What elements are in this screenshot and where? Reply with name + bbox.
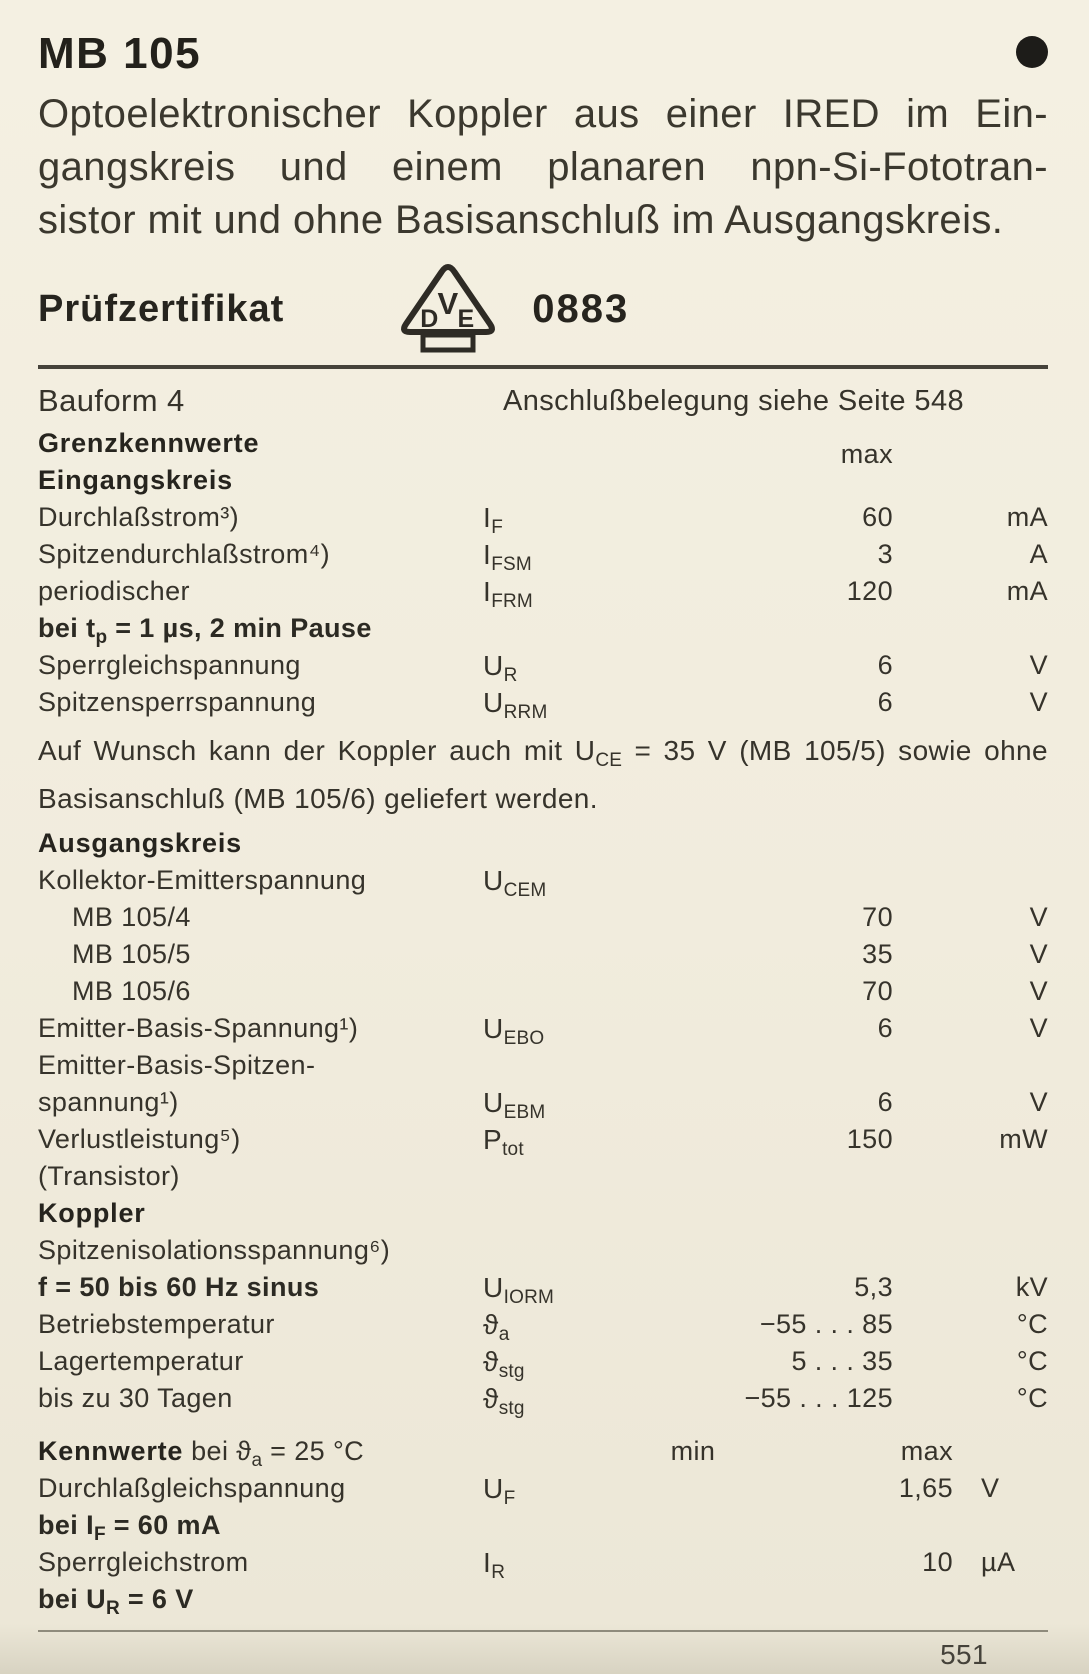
certificate-row [38,263,1048,355]
row-symbol [483,1269,613,1306]
pinout-note: Anschlußbelegung siehe Seite 548 [502,385,964,417]
row-unit: V [1029,939,1048,969]
row-label: periodischer [38,576,190,606]
symbol-subscript: FSM [491,554,532,575]
section-heading-eingangskreis: Eingangskreis [38,465,233,495]
symbol-base: U [483,650,504,681]
row-label: spannung¹) [38,1087,179,1117]
condition-pre: bei I [38,1510,95,1540]
row-label: Verlustleistung⁵) [38,1124,241,1154]
vde-triangle-logo-icon [396,263,500,355]
page-title: MB 105 [38,29,202,78]
row-label: Durchlaßstrom³) [38,502,240,532]
row-label: f = 50 bis 60 Hz sinus [38,1272,320,1302]
table-row-condition [38,1581,1048,1618]
row-value: 35 [862,939,893,969]
row-condition [38,610,483,647]
row-symbol [483,1470,613,1507]
row-value: 60 [862,502,893,532]
symbol-subscript: FRM [491,591,533,612]
row-label: Sperrgleichspannung [38,650,301,680]
symbol-base: U [483,1272,504,1303]
row-label: Spitzenisolationsspannung⁶) [38,1235,391,1265]
table-row-condition [38,1507,1048,1544]
table-row [38,1232,1048,1269]
eingangskreis-header [38,462,1048,499]
table-row [38,1158,1048,1195]
symbol-subscript: R [503,665,518,686]
table-row [38,1343,1048,1380]
koppler-header [38,1195,1048,1232]
row-value: 5,3 [854,1272,893,1302]
row-max-value: 10 [922,1547,953,1577]
kennwerte-title: Kennwerte [38,1436,184,1466]
row-label: Emitter-Basis-Spitzen- [38,1050,316,1080]
theta-symbol: ϑ [236,1436,252,1466]
symbol-base: P [483,1124,503,1155]
option-note [38,727,1048,823]
table-row [38,862,1048,899]
column-header-min: min [670,1436,716,1466]
row-value: 150 [846,1124,893,1154]
row-unit: mA [1006,576,1048,606]
kennwerte-condition-post: = 25 °C [262,1436,365,1466]
row-value: 120 [846,576,893,606]
row-label: Kollektor-Emitterspannung [38,865,367,895]
condition-post: = 1 µs, 2 min Pause [107,613,372,643]
row-value: 6 [877,650,893,680]
symbol-base: U [483,1087,504,1118]
row-unit: V [1029,1013,1048,1043]
symbol-base: ϑ [483,1383,499,1414]
symbol-subscript: R [491,1562,506,1583]
table-row [38,1544,1048,1581]
vde-logo-letter-v: V [437,286,459,321]
row-value: 70 [862,902,893,932]
corner-dot-mark [1016,36,1048,68]
row-value: 6 [877,1087,893,1117]
table-row [38,1306,1048,1343]
row-unit: V [1029,1087,1048,1117]
symbol-base: U [483,1473,504,1504]
ausgangskreis-header [38,825,1048,862]
condition-post: = 60 mA [105,1510,221,1540]
condition-pre: bei t [38,613,96,643]
row-label: Emitter-Basis-Spannung¹) [38,1013,359,1043]
row-value: 5 . . . 35 [791,1346,893,1376]
table-row [38,1269,1048,1306]
condition-subscript: R [106,1598,120,1619]
symbol-subscript: stg [498,1361,525,1382]
row-unit: V [981,1473,1000,1503]
row-condition [38,1581,483,1618]
table-row [38,973,1048,1010]
row-value: 3 [877,539,893,569]
row-label: bis zu 30 Tagen [38,1383,233,1413]
symbol-subscript: stg [498,1398,525,1419]
symbol-base: ϑ [483,1346,499,1377]
row-label: (Transistor) [38,1161,180,1191]
kennwerte-header [38,1433,1048,1470]
description-line: gangskreis und einem planaren npn-Si-Fototran- [38,145,1048,189]
table-row [38,499,1048,536]
column-header-max: max [840,439,893,469]
condition-subscript: F [94,1524,106,1545]
condition-pre: bei U [38,1584,107,1614]
table-row [38,536,1048,573]
row-unit: kV [1015,1272,1048,1302]
bauform-row [38,381,1048,421]
row-value: 6 [877,1013,893,1043]
part-description [38,88,1048,247]
section-heading-ausgangskreis: Ausgangskreis [38,828,242,858]
note-post: = 35 V (MB 105/5) sowie ohne Basisanschluß (MB 105/6) geliefert werden. [38,735,1048,814]
table-row [38,647,1048,684]
row-symbol [483,1306,613,1343]
row-label: Lagertemperatur [38,1346,244,1376]
symbol-base: U [483,1013,504,1044]
row-label: MB 105/4 [72,902,191,932]
table-row [38,573,1048,610]
row-symbol [483,1544,613,1581]
symbol-base: I [483,502,492,533]
condition-subscript: p [95,627,108,648]
table-row [38,1047,1048,1084]
divider-top [38,365,1048,369]
row-symbol [483,573,613,610]
symbol-subscript: F [491,517,503,538]
note-subscript: CE [595,750,623,771]
symbol-subscript: EBM [503,1102,546,1123]
row-value: 70 [862,976,893,1006]
description-line: sistor mit und ohne Basisanschluß im Ausgangskreis. [38,198,1004,242]
row-unit: V [1029,976,1048,1006]
row-condition [38,1507,483,1544]
symbol-subscript: tot [502,1139,524,1160]
description-line: Optoelektronischer Koppler aus einer IRED im Ein- [38,92,1048,136]
row-symbol [483,499,613,536]
row-label: Spitzensperrspannung [38,687,317,717]
symbol-base: I [483,576,492,607]
row-unit: °C [1016,1383,1048,1413]
condition-post: = 6 V [119,1584,194,1614]
section-heading-kennwerte [38,1433,613,1470]
row-label: MB 105/6 [72,976,191,1006]
note-pre: Auf Wunsch kann der Koppler auch mit U [38,735,596,766]
row-label: Durchlaßgleichspannung [38,1473,346,1503]
section-heading-grenzkennwerte: Grenzkennwerte [38,428,260,458]
table-row [38,1121,1048,1158]
theta-subscript: a [251,1450,263,1471]
row-unit: µA [981,1547,1016,1577]
column-header-max: max [900,1436,953,1466]
row-unit: mW [999,1124,1048,1154]
vde-logo-letter-e: E [457,305,475,333]
grenzkennwerte-header [38,425,1048,469]
page-number: 551 [940,1639,988,1670]
table-row [38,1010,1048,1047]
row-symbol [483,1343,613,1380]
row-symbol [483,1380,613,1417]
symbol-base: I [483,539,492,570]
bauform-label: Bauform 4 [38,383,185,418]
row-symbol [483,862,613,899]
row-unit: mA [1006,502,1048,532]
section-heading-koppler: Koppler [38,1198,146,1228]
row-symbol [483,1121,613,1158]
row-label: Betriebstemperatur [38,1309,275,1339]
table-row [38,899,1048,936]
certificate-number: 0883 [532,286,630,331]
row-symbol [483,684,613,721]
row-symbol [483,1010,613,1047]
symbol-base: ϑ [483,1309,499,1340]
vde-logo-letter-d: D [420,305,440,333]
row-unit: °C [1016,1346,1048,1376]
row-unit: °C [1016,1309,1048,1339]
row-value: −55 . . . 125 [744,1383,893,1413]
row-value: −55 . . . 85 [759,1309,893,1339]
row-unit: V [1029,650,1048,680]
table-row-condition [38,610,1048,647]
certificate-label: Prüfzertifikat [38,287,285,330]
table-row [38,1084,1048,1121]
symbol-base: U [483,687,504,718]
row-symbol [483,647,613,684]
symbol-subscript: IORM [503,1287,555,1308]
symbol-subscript: RRM [503,702,548,723]
table-row [38,1470,1048,1507]
kennwerte-condition-pre: bei [183,1436,237,1466]
row-label: Spitzendurchlaßstrom⁴) [38,539,330,569]
symbol-subscript: a [498,1324,510,1345]
row-unit: A [1029,539,1048,569]
table-row [38,684,1048,721]
row-value: 6 [877,687,893,717]
row-label: MB 105/5 [72,939,191,969]
table-row [38,936,1048,973]
symbol-base: I [483,1547,492,1578]
row-unit: V [1029,902,1048,932]
row-max-value: 1,65 [898,1473,953,1503]
symbol-subscript: CEM [503,880,547,901]
row-symbol [483,536,613,573]
symbol-subscript: EBO [503,1028,545,1049]
symbol-subscript: F [503,1488,516,1509]
divider-bottom [38,1630,1048,1632]
row-label: Sperrgleichstrom [38,1547,249,1577]
row-unit: V [1029,687,1048,717]
row-symbol [483,1084,613,1121]
symbol-base: U [483,865,504,896]
table-row [38,1380,1048,1417]
